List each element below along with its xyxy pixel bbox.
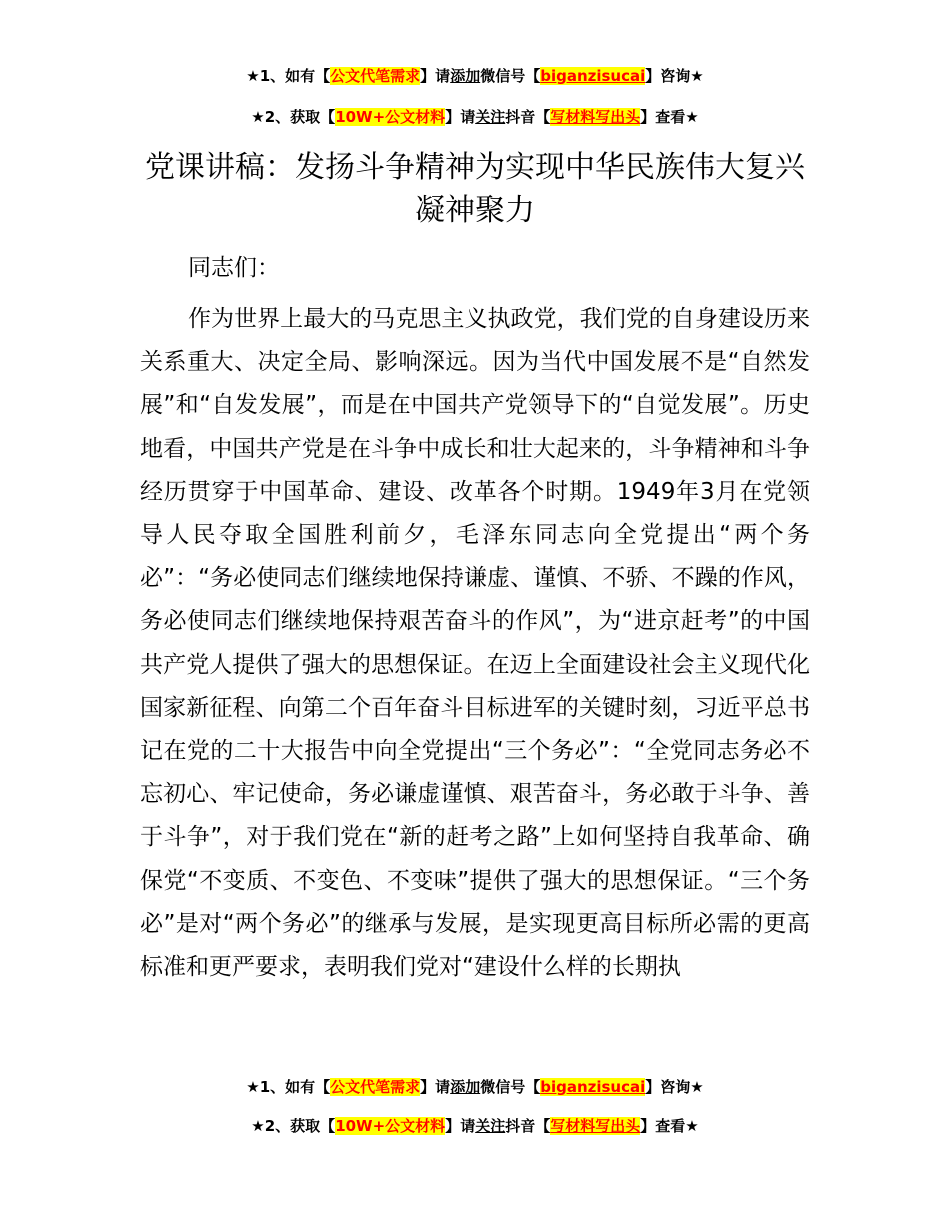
banner-text: ★1、如有【 — [246, 1078, 331, 1096]
promo-banner-top-line-1 — [0, 66, 950, 86]
banner-wechat-id: biganzisucai — [540, 67, 646, 85]
promo-banner-bottom-line-2 — [0, 1116, 950, 1136]
banner-underlined-text: 关注 — [475, 108, 506, 126]
banner-text: 抖音【 — [505, 108, 551, 126]
banner-underlined-text: 添加 — [450, 67, 481, 85]
banner-text: 】请 — [420, 1078, 451, 1096]
banner-text: ★1、如有【 — [246, 67, 331, 85]
banner-text: ★2、获取【 — [251, 1117, 336, 1135]
promo-banner-bottom-line-1 — [0, 1077, 950, 1097]
banner-text: 】咨询★ — [645, 1078, 704, 1096]
banner-highlight: 10W+公文材料 — [335, 1117, 446, 1135]
banner-text: 】查看★ — [640, 108, 699, 126]
salutation: 同志们： — [188, 255, 280, 281]
banner-text: 微信号【 — [480, 1078, 541, 1096]
banner-text: 】请 — [445, 108, 476, 126]
document-title: 党课讲稿：发扬斗争精神为实现中华民族伟大复兴凝神聚力 — [145, 150, 805, 228]
banner-highlight: 10W+公文材料 — [335, 108, 446, 126]
banner-douyin-id: 写材料写出头 — [550, 1117, 641, 1135]
body-paragraph: 作为世界上最大的马克思主义执政党，我们党的自身建设历来关系重大、决定全局、影响深远。因为当代中国发展不是“自然发展”和“自发发展”，而是在中国共产党领导下的“自觉发展”。历史地看，中国共产党是在斗争中成长和壮大起来的，斗争精神和斗争经历贯穿于中国革命、建设、改革各个时期。1949年3月在党领导人民夺取全国胜利前夕，毛泽东同志向全党提出“两个务必”：“务必使同志们继续地保持谦虚、谨慎、不骄、不躁的作风，务必使同志们继续地保持艰苦奋斗的作风”，为“进京赶考”的中国共产党人提供了强大的思想保证。在迈上全面建设社会主义现代化国家新征程、向第二个百年奋斗目标进军的关键时刻，习近平总书记在党的二十大报告中向全党提出“三个务必”：“全党同志务必不忘初心、牢记使命，务必谦虚谨慎、艰苦奋斗，务必敢于斗争、善于斗争”，对于我们党在“新的赶考之路”上如何坚持自我革命、确保党“不变质、不变色、不变味”提供了强大的思想保证。“三个务必”是对“两个务必”的继承与发展，是实现更高目标所必需的更高标准和更严要求，表明我们党对“建设什么样的长期执 — [140, 306, 810, 981]
banner-text: ★2、获取【 — [251, 108, 336, 126]
banner-underlined-text: 添加 — [450, 1078, 481, 1096]
banner-underlined-text: 关注 — [475, 1117, 506, 1135]
banner-highlight: 公文代笔需求 — [330, 67, 421, 85]
banner-text: 】请 — [420, 67, 451, 85]
banner-text: 】查看★ — [640, 1117, 699, 1135]
banner-highlight: 公文代笔需求 — [330, 1078, 421, 1096]
banner-text: 】请 — [445, 1117, 476, 1135]
promo-banner-top-line-2 — [0, 107, 950, 127]
banner-wechat-id: biganzisucai — [540, 1078, 646, 1096]
banner-text: 抖音【 — [505, 1117, 551, 1135]
banner-text: 】咨询★ — [645, 67, 704, 85]
banner-douyin-id: 写材料写出头 — [550, 108, 641, 126]
banner-text: 微信号【 — [480, 67, 541, 85]
